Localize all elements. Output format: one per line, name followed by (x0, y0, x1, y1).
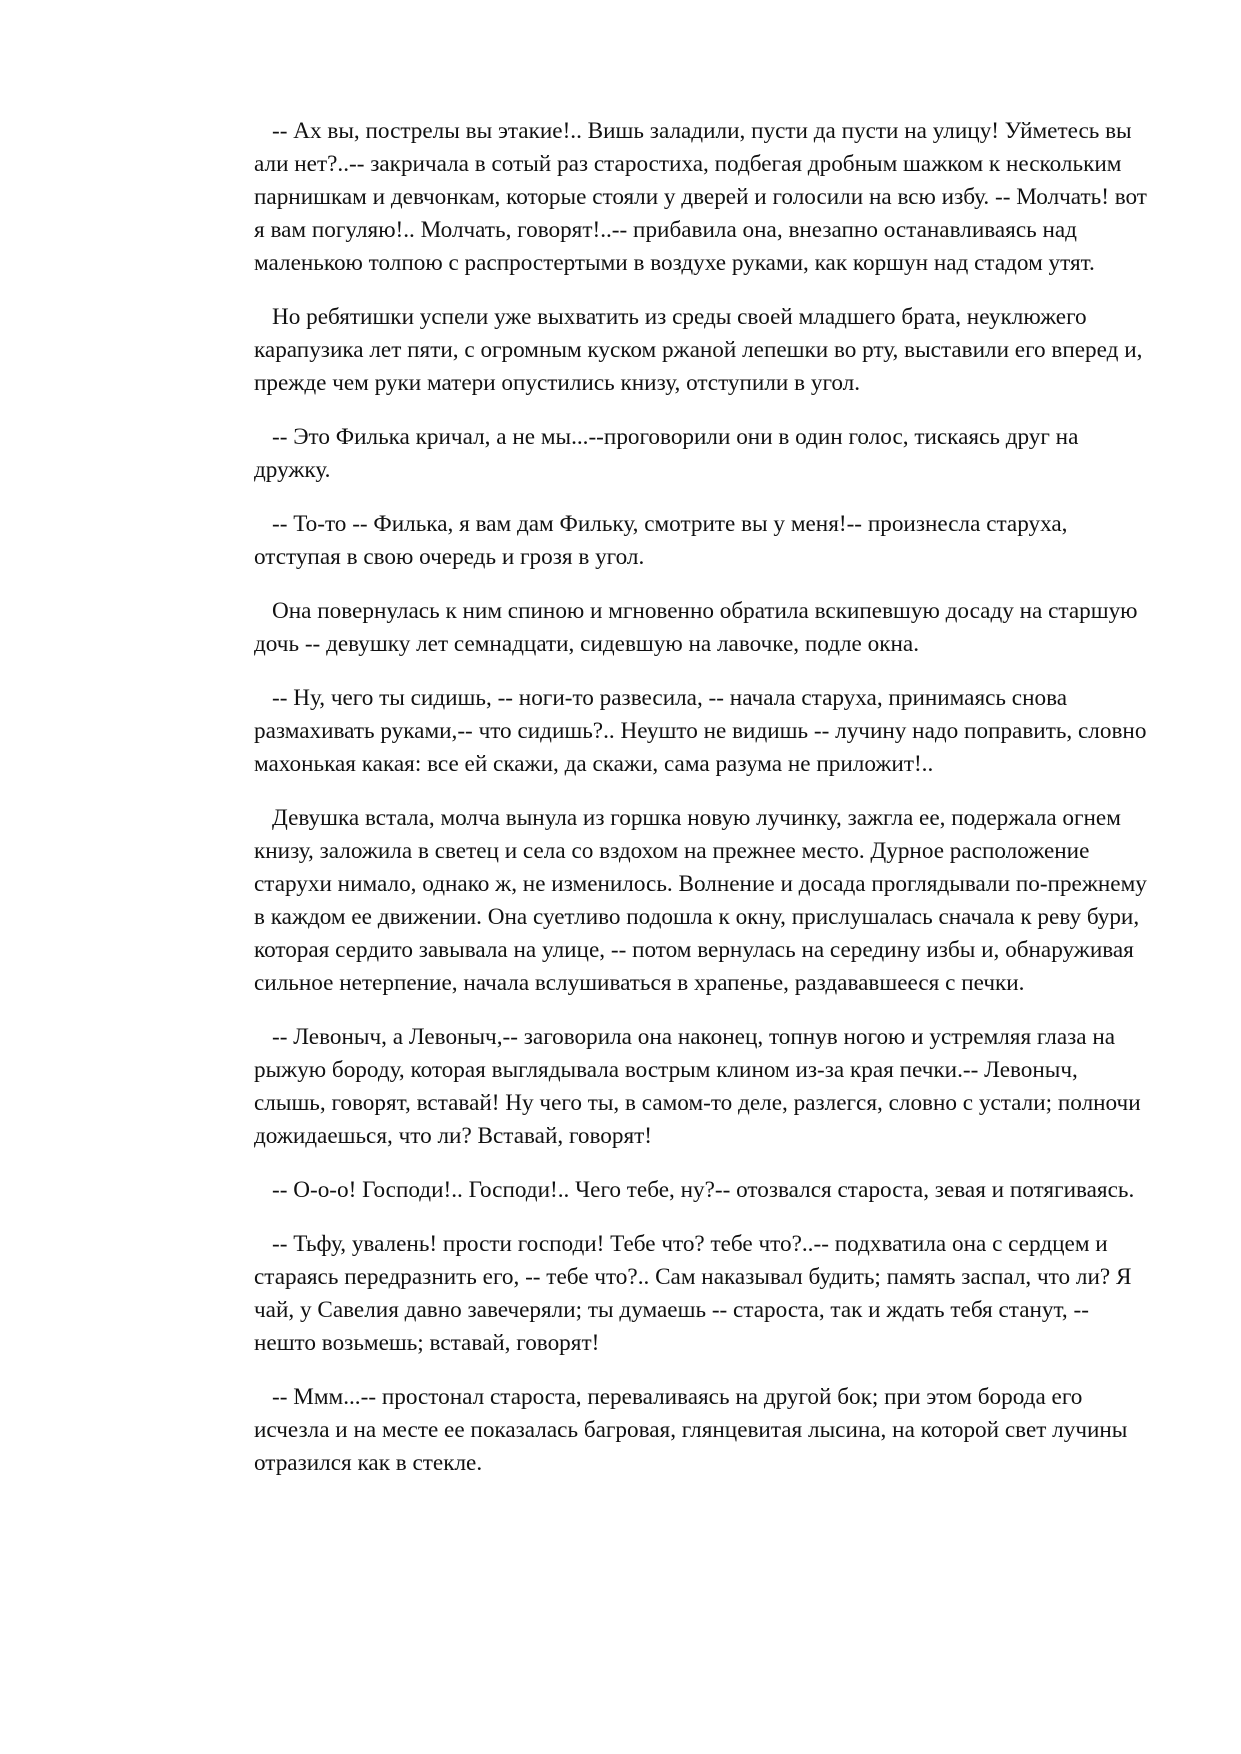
paragraph-7: Девушка встала, молча вынула из горшка новую лучинку, зажгла ее, подержала огнем книзу, заложила в светец и села со вздохом на прежнее место. Дурное расположение старухи нимало, однако ж, не изменилось. Волнение и досада проглядывали по-прежнему в каждом ее движении. Она суетливо подошла к окну, прислушалась сначала к реву бури, которая сердито завывала на улице, -- потом вернулась на середину избы и, обнаруживая сильное нетерпение, начала вслушиваться в храпенье, раздававшееся с печки. (254, 805, 1147, 996)
paragraph-10: -- Тьфу, увалень! прости господи! Тебе что? тебе что?..-- подхватила она с сердцем и стараясь передразнить его, -- тебе что?.. Сам наказывал будить; память заспал, что ли? Я чай, у Савелия давно завечеряли; ты думаешь -- староста, так и ждать тебя станут, -- нешто возьмешь; вставай, говорят! (254, 1231, 1132, 1356)
paragraph-6: -- Ну, чего ты сидишь, -- ноги-то развесила, -- начала старуха, принимаясь снова размахивать руками,-- что сидишь?.. Неушто не видишь -- лучину надо поправить, словно махонькая какая: все ей скажи, да скажи, сама разума не приложит!.. (254, 685, 1147, 777)
paragraph-11: -- Ммм...-- простонал староста, переваливаясь на другой бок; при этом борода его исчезла и на месте ее показалась багровая, глянцевитая лысина, на которой свет лучины отразился как в стекле. (254, 1384, 1128, 1476)
paragraph-3: -- Это Филька кричал, а не мы...--проговорили они в один голос, тискаясь друг на дружку. (254, 424, 1079, 483)
paragraph-8: -- Левоныч, а Левоныч,-- заговорила она наконец, топнув ногою и устремляя глаза на рыжую бороду, которая выглядывала вострым клином из-за края печки.-- Левоныч, слышь, говорят, вставай! Ну чего ты, в самом-то деле, разлегся, словно с устали; полночи дожидаешься, что ли? Вставай, говорят! (254, 1024, 1141, 1149)
paragraph-2: Но ребятишки успели уже выхватить из среды своей младшего брата, неуклюжего карапузика лет пяти, с огромным куском ржаной лепешки во рту, выставили его вперед и, прежде чем руки матери опустились книзу, отступили в угол. (254, 304, 1143, 396)
paragraph-4: -- То-то -- Филька, я вам дам Фильку, смотрите вы у меня!-- произнесла старуха, отступая в свою очередь и грозя в угол. (254, 511, 1068, 570)
paragraph-5: Она повернулась к ним спиною и мгновенно обратила вскипевшую досаду на старшую дочь -- девушку лет семнадцати, сидевшую на лавочке, подле окна. (254, 598, 1138, 657)
paragraph-9: -- О-о-о! Господи!.. Господи!.. Чего тебе, ну?-- отозвался староста, зевая и потягиваясь. (272, 1177, 1135, 1203)
document-page (254, 115, 1154, 1501)
paragraph-1: -- Ах вы, пострелы вы этакие!.. Вишь заладили, пусти да пусти на улицу! Уйметесь вы али нет?..-- закричала в сотый раз старостиха, подбегая дробным шажком к нескольким парнишкам и девчонкам, которые стояли у дверей и голосили на всю избу. -- Молчать! вот я вам погуляю!.. Молчать, говорят!..-- прибавила она, внезапно останавливаясь над маленькою толпою с распростертыми в воздухе руками, как коршун над стадом утят. (254, 118, 1147, 276)
